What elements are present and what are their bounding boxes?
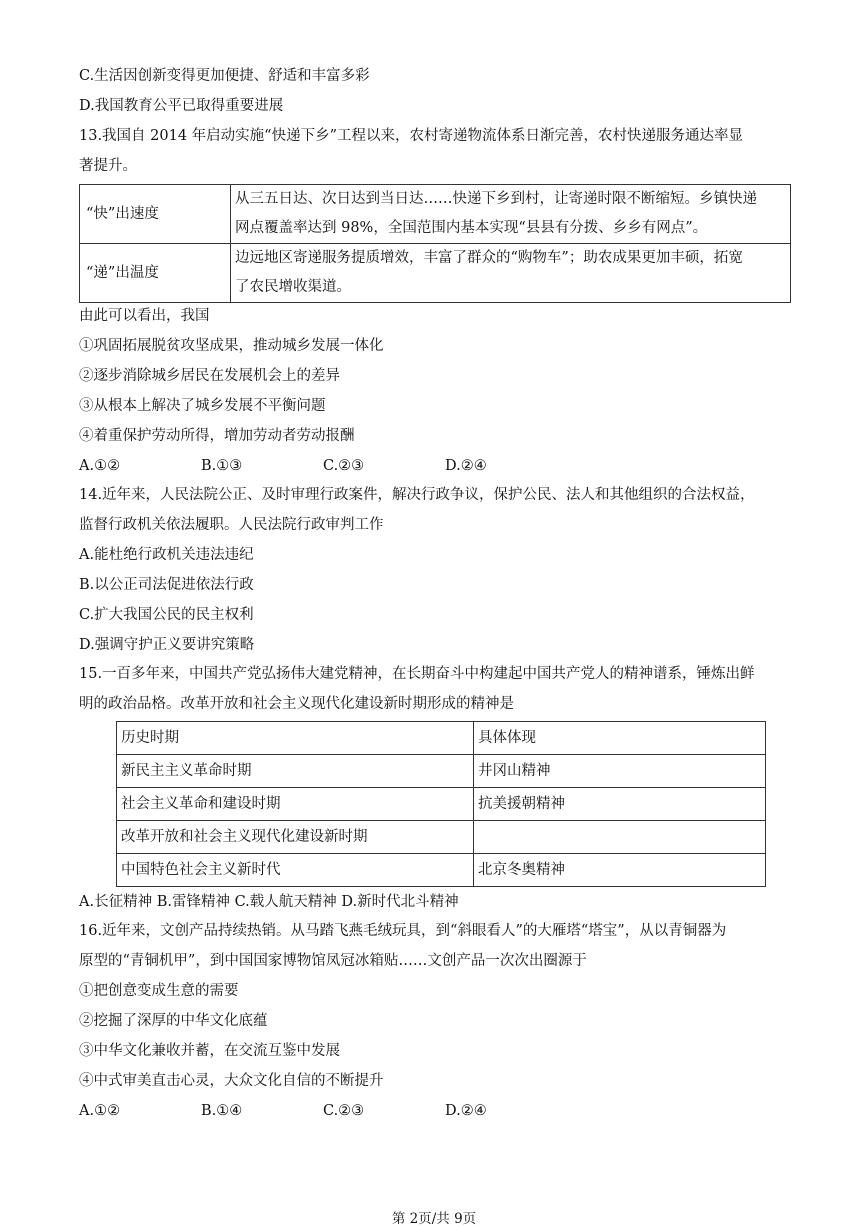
q16-item-3: ③中华文化兼收并蓄，在交流互鉴中发展	[79, 1043, 340, 1059]
table-cell-line: 了农民增收渠道。	[235, 279, 351, 295]
table-cell-line: 边远地区寄递服务提质增效，丰富了群众的“购物车”；助农成果更加丰硕，拓宽	[235, 250, 743, 266]
q16-item-1: ①把创意变成生意的需要	[79, 983, 239, 999]
q14-stem-line1: 14.近年来，人民法院公正、及时审理行政案件，解决行政争议，保护公民、法人和其他组织的合法权益，	[79, 487, 755, 503]
table-cell: 改革开放和社会主义现代化建设新时期	[117, 821, 474, 854]
table-cell: 具体体现	[474, 722, 766, 755]
q12-option-d: D.我国教育公平已取得重要进展	[79, 98, 284, 114]
q16-item-4: ④中式审美直击心灵，大众文化自信的不断提升	[79, 1073, 384, 1089]
q13-item-2: ②逐步消除城乡居民在发展机会上的差异	[79, 368, 340, 384]
q15-stem-line1: 15.一百多年来，中国共产党弘扬伟大建党精神，在长期奋斗中构建起中国共产党人的精神谱系，锤炼出鲜	[79, 666, 755, 682]
option-c: C.②③	[323, 1103, 365, 1119]
option-d: D.②④	[445, 458, 487, 474]
table-cell-key: “递”出温度	[80, 244, 231, 303]
q16-item-2: ②挖掘了深厚的中华文化底蕴	[79, 1013, 268, 1029]
q16-options	[79, 1101, 487, 1121]
table-row	[80, 185, 791, 244]
option-a: A.①②	[79, 1103, 121, 1119]
q13-stem-line1: 13.我国自 2014 年启动实施“快递下乡”工程以来，农村寄递物流体系日渐完善，农村快递服务通达率显	[79, 128, 744, 144]
q13-stem-line2: 著提升。	[79, 158, 137, 174]
option-b: B.①③	[201, 458, 243, 474]
table-cell-key: “快”出速度	[80, 185, 231, 244]
table-cell: 井冈山精神	[474, 755, 766, 788]
q16-stem-line1: 16.近年来，文创产品持续热销。从马踏飞燕毛绒玩具，到“斜眼看人”的大雁塔“塔宝”，从以青铜器为	[79, 923, 727, 939]
option-b: B.①④	[201, 1103, 243, 1119]
q13-item-1: ①巩固拓展脱贫攻坚成果，推动城乡发展一体化	[79, 338, 384, 354]
option-d: D.②④	[445, 1103, 487, 1119]
page-footer: 第 2页/共 9页	[391, 1211, 477, 1227]
q12-option-c: C.生活因创新变得更加便捷、舒适和丰富多彩	[79, 68, 370, 84]
q14-stem-line2: 监督行政机关依法履职。人民法院行政审判工作	[79, 517, 384, 533]
table-row	[117, 722, 766, 755]
table-row	[80, 244, 791, 303]
table-cell: 历史时期	[117, 722, 474, 755]
option-c: C.②③	[323, 458, 365, 474]
q13-item-4: ④着重保护劳动所得，增加劳动者劳动报酬	[79, 428, 355, 444]
option-a: A.①②	[79, 458, 121, 474]
q15-table	[116, 721, 766, 887]
table-cell-line: 从三五日达、次日达到当日达……快递下乡到村，让寄递时限不断缩短。乡镇快递	[235, 191, 757, 207]
q15-stem-line2: 明的政治品格。改革开放和社会主义现代化建设新时期形成的精神是	[79, 696, 514, 712]
q14-option-d: D.强调守护正义要讲究策略	[79, 637, 255, 653]
table-cell: 抗美援朝精神	[474, 788, 766, 821]
q14-option-a: A.能杜绝行政机关违法违纪	[79, 547, 254, 563]
table-cell: 北京冬奥精神	[474, 854, 766, 887]
table-cell: 中国特色社会主义新时代	[117, 854, 474, 887]
table-row	[117, 755, 766, 788]
table-cell-line: 网点覆盖率达到 98%，全国范围内基本实现“县县有分拨、乡乡有网点”。	[235, 220, 708, 236]
table-row	[117, 821, 766, 854]
q15-options: A.长征精神 B.雷锋精神 C.载人航天精神 D.新时代北斗精神	[79, 894, 459, 910]
table-cell-blank	[474, 821, 766, 854]
table-cell-value	[231, 244, 791, 303]
table-cell-value	[231, 185, 791, 244]
q13-table	[79, 184, 791, 303]
q13-lead: 由此可以看出，我国	[79, 308, 210, 324]
q13-options	[79, 456, 487, 476]
q16-stem-line2: 原型的“青铜机甲”，到中国国家博物馆凤冠冰箱贴……文创产品一次次出圈源于	[79, 953, 587, 969]
q14-option-b: B.以公正司法促进依法行政	[79, 577, 254, 593]
table-row	[117, 854, 766, 887]
table-cell: 新民主主义革命时期	[117, 755, 474, 788]
table-cell: 社会主义革命和建设时期	[117, 788, 474, 821]
q13-item-3: ③从根本上解决了城乡发展不平衡问题	[79, 398, 326, 414]
table-row	[117, 788, 766, 821]
q14-option-c: C.扩大我国公民的民主权利	[79, 607, 254, 623]
